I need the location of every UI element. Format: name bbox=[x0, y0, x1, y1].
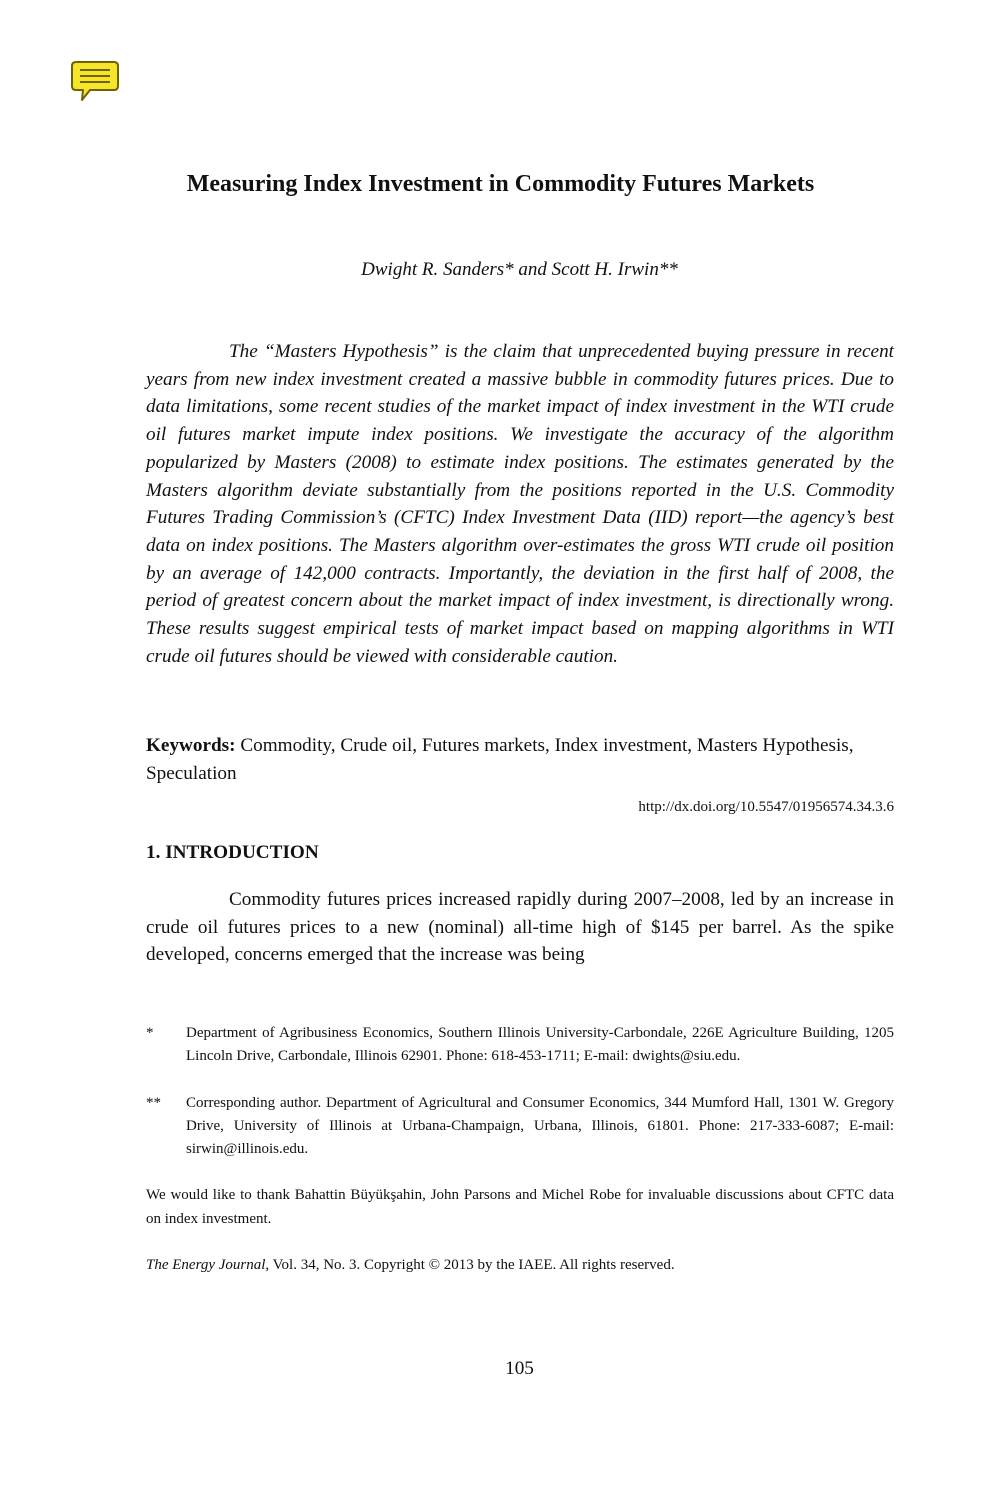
comment-note-icon[interactable] bbox=[70, 60, 120, 104]
section-heading: 1. INTRODUCTION bbox=[146, 842, 319, 863]
footnote-mark: * bbox=[146, 1025, 154, 1041]
page-number: 105 bbox=[505, 1358, 534, 1379]
acknowledgement: We would like to thank Bahattin Büyükşahin, John Parsons and Michel Robe for invaluable discussions about CFTC data on index investment. bbox=[146, 1187, 894, 1227]
paper-title: Measuring Index Investment in Commodity Futures Markets bbox=[186, 171, 815, 197]
footnote-text: Department of Agribusiness Economics, Southern Illinois University-Carbondale, 226E Agriculture Building, 1205 Lincoln Drive, Carbondale, Illinois 62901. Phone: 618-453-1711; E-mail: dwights@siu.edu. bbox=[186, 1025, 894, 1064]
journal-citation bbox=[146, 1253, 894, 1277]
keywords-label: Keywords: bbox=[146, 735, 236, 756]
journal-details: , Vol. 34, No. 3. Copyright © 2013 by the IAEE. All rights reserved. bbox=[265, 1257, 675, 1273]
doi-link[interactable]: http://dx.doi.org/10.5547/01956574.34.3.6 bbox=[638, 799, 894, 815]
author-line: Dwight R. Sanders* and Scott H. Irwin** bbox=[361, 259, 678, 280]
footnote-mark: ** bbox=[146, 1095, 161, 1111]
journal-name: The Energy Journal bbox=[146, 1257, 266, 1273]
keywords bbox=[146, 732, 894, 787]
keywords-list: Commodity, Crude oil, Futures markets, Index investment, Masters Hypothesis, Speculation bbox=[146, 735, 854, 784]
footnote-text: Corresponding author. Department of Agricultural and Consumer Economics, 344 Mumford Hall, 1301 W. Gregory Drive, University of Illinois at Urbana-Champaign, Urbana, Illinois, 61801. Phone: 217-333-6087; E-mail: sirwin@illinois.edu. bbox=[186, 1095, 894, 1157]
intro-paragraph: Commodity futures prices increased rapidly during 2007–2008, led by an increase in crude oil futures prices to a new (nominal) all-time high of $145 per barrel. As the spike developed, concerns emerged that the increase was being bbox=[146, 889, 894, 966]
footnote-2 bbox=[146, 1092, 894, 1161]
footnote-1 bbox=[146, 1022, 894, 1068]
abstract: The “Masters Hypothesis” is the claim that unprecedented buying pressure in recent years from new index investment created a massive bubble in commodity futures prices. Due to data limitations, some recent studies of the market impact of index investment in the WTI crude oil futures market impute index positions. We investigate the accuracy of the algorithm popularized by Masters (2008) to estimate index positions. The estimates generated by the Masters algorithm deviate substantially from the positions reported in the U.S. Commodity Futures Trading Commission’s (CFTC) Index Investment Data (IID) report—the agency’s best data on index positions. The Masters algorithm over-estimates the gross WTI crude oil position by an average of 142,000 contracts. Importantly, the deviation in the first half of 2008, the period of greatest concern about the market impact of index investment, is directionally wrong. These results suggest empirical tests of market impact based on mapping algorithms in WTI crude oil futures should be viewed with considerable caution. bbox=[146, 341, 894, 667]
